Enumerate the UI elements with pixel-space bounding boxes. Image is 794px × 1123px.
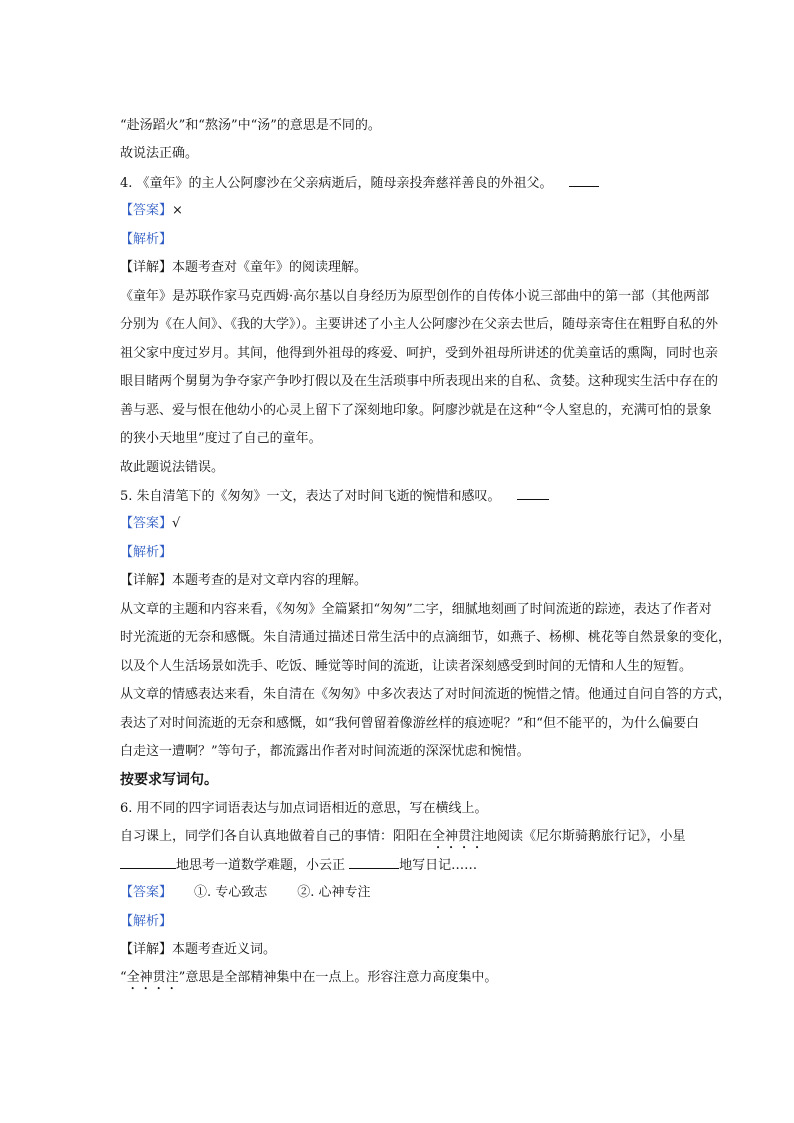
answer-label: 【答案】: [120, 516, 173, 531]
analysis-label: 【解析】: [120, 914, 173, 929]
answer-label: 【答案】: [120, 203, 173, 218]
question-6-sentence: [120, 856, 680, 875]
dotted-word: 全神贯注: [126, 970, 179, 985]
answer-line: [120, 515, 680, 533]
detail-line: 【详解】本题考查近义词。: [120, 942, 277, 957]
answer-value: √: [172, 516, 181, 531]
answer-blank: [349, 856, 399, 869]
detail-line: 【详解】本题考查的是对文章内容的理解。: [120, 573, 368, 588]
sentence-text: 自习课上，同学们各自认真地做着自己的事情：阳阳在: [120, 829, 433, 844]
sentence-text: 地阅读《尼尔斯骑鹅旅行记》，小星: [484, 829, 686, 844]
answer-blank: [120, 856, 176, 869]
text-line: “赴汤蹈火”和“熬汤”中“汤”的意思是不同的。: [120, 118, 381, 133]
sentence-text: 地写日记……: [399, 858, 478, 873]
paragraph-line: 白走这一遭啊？”等句子，都流露出作者对时间流逝的深深忧虑和惋惜。: [120, 744, 530, 759]
paragraph-line: 的狭小天地里”度过了自己的童年。: [120, 431, 322, 446]
paragraph-line: 时光流逝的无奈和感慨。朱自清通过描述日常生活中的点滴细节，如燕子、杨柳、桃花等自然景象的变化，: [120, 630, 732, 645]
dotted-word: 全神贯注: [432, 829, 485, 844]
question-6-sentence: [120, 828, 686, 852]
paragraph-line: 《童年》是苏联作家马克西姆·高尔基以自身经历为原型创作的自传体小说三部曲中的第一部（其他两部: [120, 289, 710, 304]
sentence-text: 地思考一道数学难题，小云正: [176, 858, 346, 873]
quote-mark: “: [120, 970, 127, 985]
paragraph-line: 从文章的情感表达来看，朱自清在《匆匆》中多次表达了对时间流逝的惋惜之情。他通过自问自答的方式，: [120, 687, 732, 702]
question-4: [120, 174, 680, 193]
analysis-label: 【解析】: [120, 232, 173, 247]
paragraph-line: 表达了对时间流逝的无奈和感慨，如“我何曾留着像游丝样的痕迹呢？”和“但不能平的，为什么偏要白: [120, 716, 699, 731]
detail-line: 【详解】本题考查对《童年》的阅读理解。: [120, 260, 368, 275]
paragraph-line: 眼目睹两个舅舅为争夺家产争吵打假以及在生活琐事中所表现出来的自私、贪婪。这种现实生活中存在的: [120, 374, 719, 389]
answer-blank: [569, 174, 599, 187]
answer-blank: [517, 487, 549, 500]
paragraph-line: 从文章的主题和内容来看，《匆匆》全篇紧扣“匆匆”二字，细腻地刻画了时间流逝的踪迹，表达了作者对: [120, 602, 712, 617]
question-5: [120, 487, 680, 506]
paragraph-line: 分别为《在人间》、《我的大学》）。主要讲述了小主人公阿廖沙在父亲去世后，随母亲寄住在粗野自私的外: [120, 317, 719, 332]
question-text: 4. 《童年》的主人公阿廖沙在父亲病逝后，随母亲投奔慈祥善良的外祖父。: [120, 176, 553, 191]
explanation-line: [120, 969, 680, 993]
text-line: 故说法正确。: [120, 146, 199, 161]
answer-option: ①. 专心致志: [194, 885, 268, 900]
question-6: 6. 用不同的四字词语表达与加点词语相近的意思，写在横线上。: [120, 801, 488, 816]
paragraph-line: 以及个人生活场景如洗手、吃饭、睡觉等时间的流逝，让读者深刻感受到时间的无情和人生的短暂。: [120, 659, 693, 674]
answer-option: ②. 心神专注: [297, 885, 371, 900]
paragraph-line: 善与恶、爱与恨在他幼小的心灵上留下了深刻地印象。阿廖沙就是在这种“令人窒息的，充满可怕的景象: [120, 403, 712, 418]
paragraph-line: 祖父家中度过岁月。其间，他得到外祖母的疼爱、呵护，受到外祖母所讲述的优美童话的熏陶，同时也亲: [120, 346, 719, 361]
explanation-text: ”意思是全部精神集中在一点上。形容注意力高度集中。: [178, 970, 498, 985]
answer-line: [120, 202, 680, 220]
answer-line: [120, 884, 680, 902]
analysis-label: 【解析】: [120, 545, 173, 560]
section-heading: 按要求写词句。: [120, 772, 218, 788]
conclusion-line: 故此题说法错误。: [120, 460, 225, 475]
question-text: 5. 朱自清笔下的《匆匆》一文，表达了对时间飞逝的惋惜和感叹。: [120, 489, 501, 504]
answer-label: 【答案】: [120, 885, 173, 900]
answer-value: ×: [172, 203, 183, 218]
